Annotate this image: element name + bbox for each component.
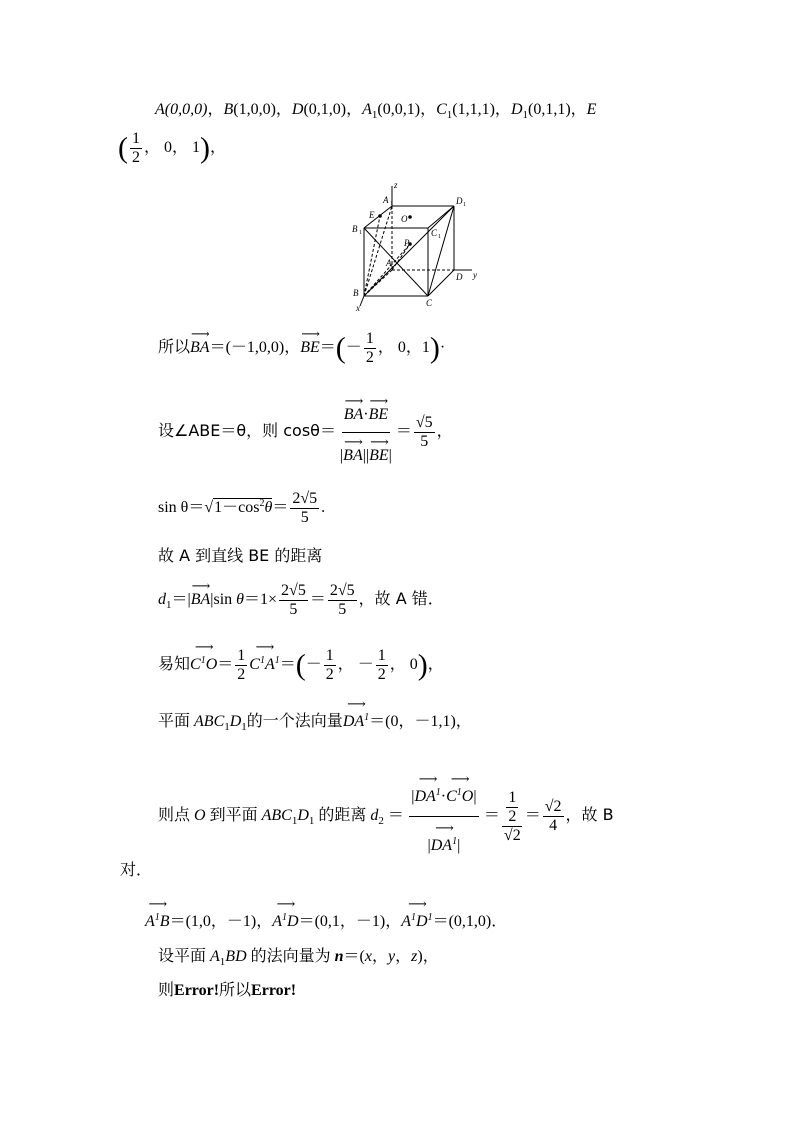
label-x: x [356, 303, 360, 312]
error-line: 则Error!所以Error! [158, 980, 297, 999]
label-O: O [401, 214, 408, 224]
cos-theta-line: 设∠ABE＝θ，则 cosθ＝ ⟶ $\frac{BA\cdot⟶ BE}{|⟶ BA||⟶ BE|}$ ＝ $\frac{√5}{5}$ ， [158, 400, 453, 465]
d1-line: $d_1=|⟶$ BA|sin θ＝1× $\frac{2√5}{5}$ ＝ $\frac{2√5}{5}$ ，故 A 错． [158, 582, 444, 619]
distance-O-line: 则点 O 到平面 $ABC_1D_1$ 的距离 $d_2$ ＝ $\frac{|⟶ DA^1\cdot⟶ C^1O|}{|⟶ DA^1|}$ ＝ $\frac{\frac{1}{2}}{√2}$ ＝ $\frac{√2}{4}$ ，故 B [158, 778, 614, 855]
vectors-BA-BE: 所以⟶ BA＝(－1,0,0)，⟶ BE＝(－ $\frac{1}{2}$ ， 0，1)· [158, 330, 445, 367]
svg-text:1: 1 [438, 234, 441, 240]
dui-text: 对． [120, 860, 153, 879]
label-z: z [394, 180, 398, 190]
C1O-line: 易知⟶ $C^1O=$ $\frac{1}{2}$ ⟶ $C^1A^1=(-$ $\frac{1}{2}$ ， － $\frac{1}{2}$ ， 0)， [158, 645, 444, 684]
label-A1: A [383, 195, 389, 205]
fraction: $\frac{1}{2}$ [132, 130, 140, 166]
cube-figure [350, 180, 480, 312]
coord-E-value: ( $\frac{1}{2}$ ， 0， 1)， [118, 130, 227, 166]
plane-normal-line: 平面 $ABC_1D_1$的一个法向量⟶ $DA^1=(0$，－1,1)， [158, 702, 472, 737]
label-A: A [386, 258, 392, 268]
label-C1: C [431, 228, 438, 238]
label-D1: D [456, 196, 463, 206]
distance-A-text: 故 A 到直线 BE 的距离 [158, 546, 323, 565]
label-C: C [426, 298, 433, 308]
svg-text:1: 1 [390, 201, 393, 207]
coord-A: A(0,0,0) [155, 101, 208, 118]
label-D: D [456, 272, 463, 282]
svg-text:1: 1 [359, 230, 362, 236]
label-B: B [353, 288, 359, 298]
vectors-A1-line: ⟶ $A^1B=(1,0$，－1)，⟶ $A^1D=(0,1$，－1)，⟶ $A^1D^1=(0,1,0)$． [145, 902, 507, 932]
svg-text:1: 1 [463, 202, 466, 208]
label-B1: B [352, 224, 358, 234]
coordinates-line: A(0,0,0)，B(1,0,0)，D(0,1,0)，$A_1(0,0,1)$，$C_1(1,1,1)$，$D_1(0,1,1)$，E [155, 101, 597, 121]
label-y: y [473, 270, 477, 280]
label-E: E [369, 210, 375, 220]
set-plane-line: 设平面 $A_1BD$ 的法向量为 n＝(x，y，z)， [158, 946, 439, 968]
sin-theta-line: $\sin \theta=√1-\cos^2\theta=$ $\frac{2√5}{5}$ . [158, 490, 326, 526]
label-P: P [404, 238, 410, 248]
